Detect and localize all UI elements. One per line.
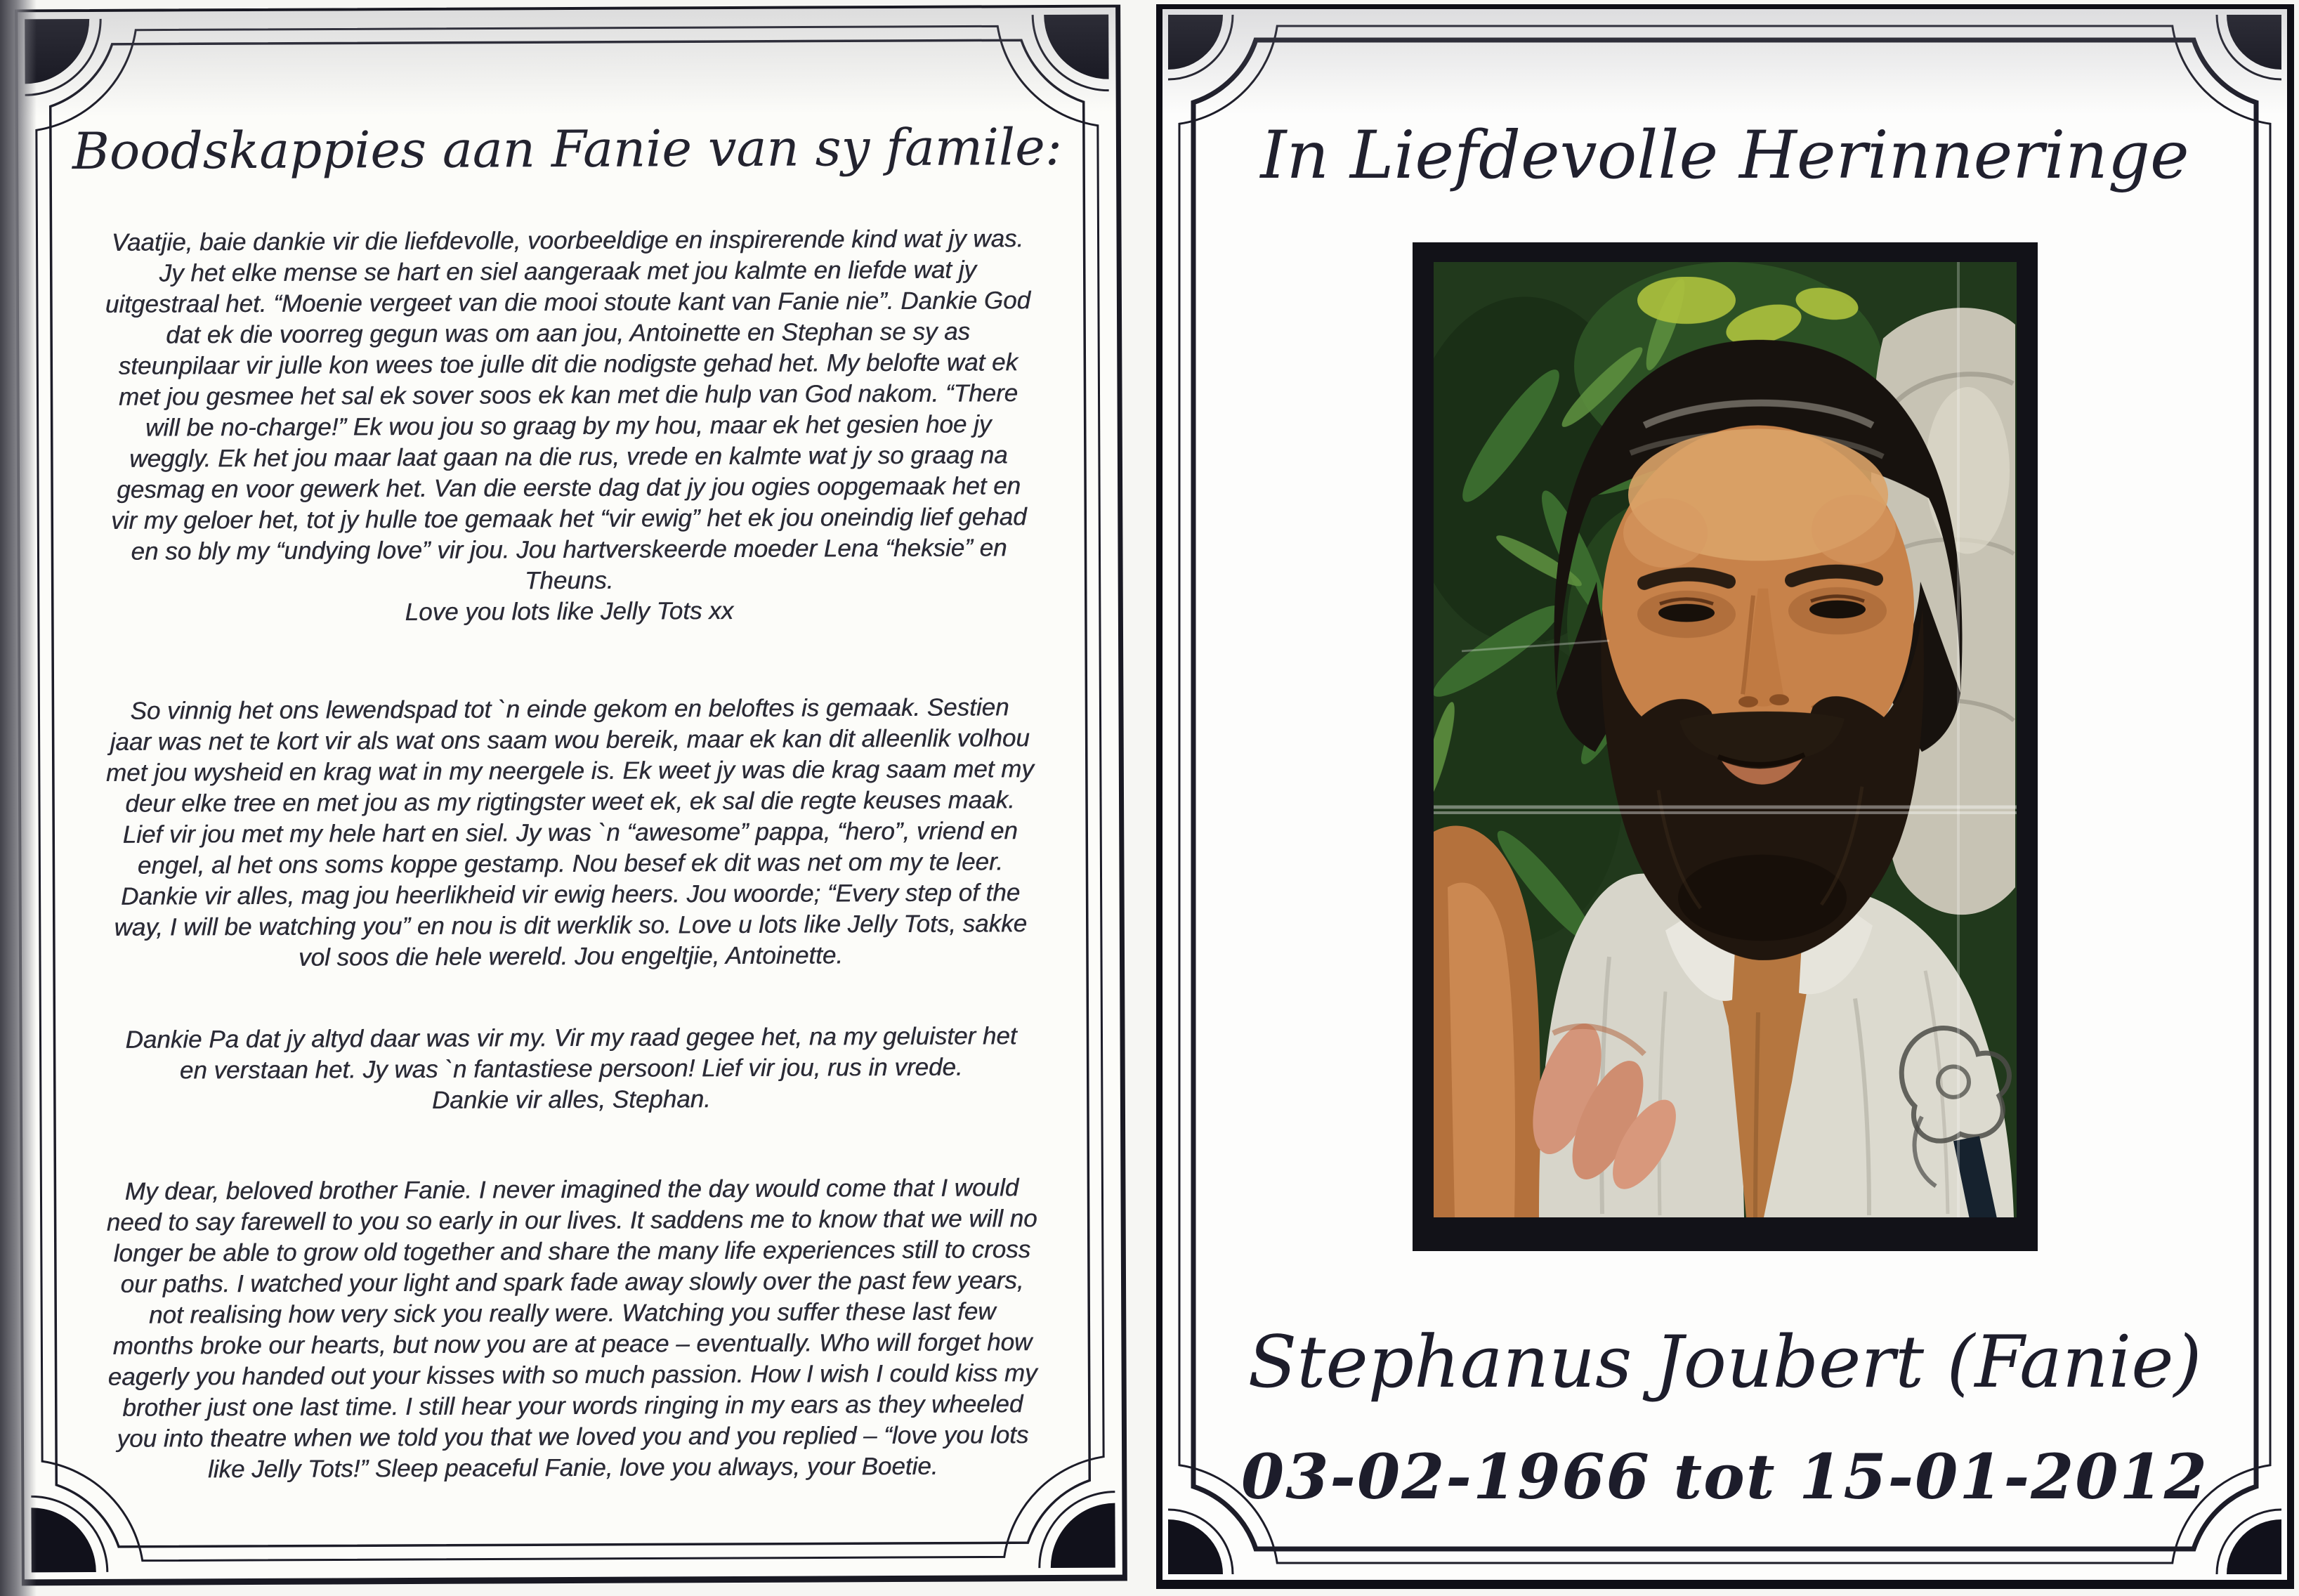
scan-glare [1162, 9, 2287, 115]
text-line: you into theatre when we told you that we loved you and you replied – “love you lots [117, 1421, 1029, 1453]
text-line: weggly. Ek het jou maar laat gaan na die rus, vrede en kalmte wat jy so graag na [129, 441, 1008, 473]
text-line: brother just one last time. I still hear your words ringing in my ears as they wheeled [122, 1390, 1023, 1422]
scan-glare [18, 8, 1116, 118]
text-line: Theuns. [524, 567, 614, 595]
text-line: not realising how very sick you really were. Watching you suffer these last few [148, 1297, 996, 1330]
text-line: need to say farewell to you so early in our lives. It saddens me to know that we will no [106, 1205, 1037, 1237]
text-line: Dankie vir alles, Stephan. [431, 1085, 711, 1115]
text-line: way, I will be watching you” en nou is dit werklik so. Love u lots like Jelly Tots, sakke [114, 910, 1028, 942]
text-line: months broke our hearts, but now you are at peace – eventually. Who will forget how [112, 1328, 1033, 1361]
left-memorial-page [15, 5, 1127, 1586]
life-dates: 03-02-1966 tot 15-01-2012 [1240, 1439, 2209, 1513]
portrait-photo-illustration [1434, 262, 2017, 1217]
text-line: like Jelly Tots!” Sleep peaceful Fanie, love you always, your Boetie. [207, 1453, 938, 1484]
photo-crease-vertical [1957, 262, 1960, 1217]
text-line: en verstaan het. Jy was `n fantastiese persoon! Lief vir jou, rus in vrede. [179, 1053, 963, 1085]
text-line: engel, al het ons soms koppe gestamp. Nou besef ek dit was net om my te leer. [137, 848, 1004, 880]
memorial-message-antoinette [57, 692, 1083, 974]
text-line: dat ek die voorreg gegun was om aan jou, Antoinette en Stephan se sy as [166, 318, 971, 349]
text-line: uitgestraal het. “Moenie vergeet van die mooi stoute kant van Fanie nie”. Dankie God [105, 287, 1031, 319]
scratch-line [1434, 805, 2017, 809]
text-line: will be no-charge!” Ek wou jou so graag by my hou, maar ek het gesien hoe jy [145, 410, 992, 443]
text-line: jaar was net te kort vir als wat ons saam wou bereik, maar ek kan dit alleenlik volhou [110, 724, 1030, 757]
page-title: Boodskappies aan Fanie van sy famile: [72, 117, 1063, 181]
photo-crease-horizontal [1434, 811, 2017, 814]
right-memorial-page [1156, 4, 2294, 1589]
text-line: So vinnig het ons lewendspad tot `n einde gekom en beloftes is gemaak. Sestien [130, 693, 1009, 726]
text-line: Dankie vir alles, mag jou heerlikheid vir ewig heers. Jou woorde; “Every step of the [121, 879, 1021, 911]
text-line: My dear, beloved brother Fanie. I never imagined the day would come that I would [124, 1174, 1019, 1206]
text-line: deur elke tree en met jou as my rigtingster weet ek, ek sal die regte keuses maak. [125, 786, 1015, 818]
text-line: met jou wysheid en krag wat in my neergele is. Ek weet jy was die krag saam met my [105, 755, 1034, 787]
text-line: vol soos die hele wereld. Jou engeltjie, Antoinette. [298, 941, 844, 972]
text-line: vir my geloer het, tot jy hulle toe gemaak het “vir ewig” het ek jou oneindig lief gehad [110, 503, 1027, 535]
memorial-message-stephan [58, 1021, 1084, 1118]
page-title: In Liefdevolle Herinneringe [1260, 117, 2189, 194]
text-line: Lief vir jou met my hele hart en siel. Jy was `n “awesome” pappa, “hero”, vriend en [122, 817, 1018, 849]
text-line: Dankie Pa dat jy altyd daar was vir my. Vir my raad gegee het, na my geluister het [125, 1022, 1017, 1054]
text-line: steunpilaar vir julle kon wees toe julle dit die nodigste gehad het. My belofte wat ek [118, 348, 1018, 381]
deceased-name: Stephanus Joubert (Fanie) [1247, 1320, 2202, 1404]
text-line: eagerly you handed out your kisses with so much passion. How I wish I could kiss my [107, 1359, 1037, 1392]
text-line: Jy het elke mense se hart en siel aangeraak met jou kalmte en liefde wat jy [159, 256, 977, 287]
text-line: gesmag en voor gewerk het. Van die eerste dag dat jy jou ogies oopgemaak het en [117, 472, 1021, 504]
text-line: longer be able to grow old together and share the many life experiences still to cross [113, 1236, 1031, 1268]
text-line: Love you lots like Jelly Tots xx [405, 597, 734, 627]
memorial-message-family [55, 223, 1081, 629]
text-line: met jou gesmee het sal ek sover soos ek kan met die hulp van God nakom. “There [118, 379, 1018, 412]
text-line: our paths. I watched your light and spark fade away slowly over the past few years, [120, 1267, 1024, 1299]
text-line: Vaatjie, baie dankie vir die liefdevolle, voorbeeldige en inspirerende kind wat jy was. [111, 225, 1024, 257]
text-line: en so bly my “undying love” vir jou. Jou hartverskeerde moeder Lena “heksie” en [131, 534, 1007, 566]
memorial-message-brother [59, 1172, 1085, 1486]
memorial-photo [1413, 242, 2038, 1251]
